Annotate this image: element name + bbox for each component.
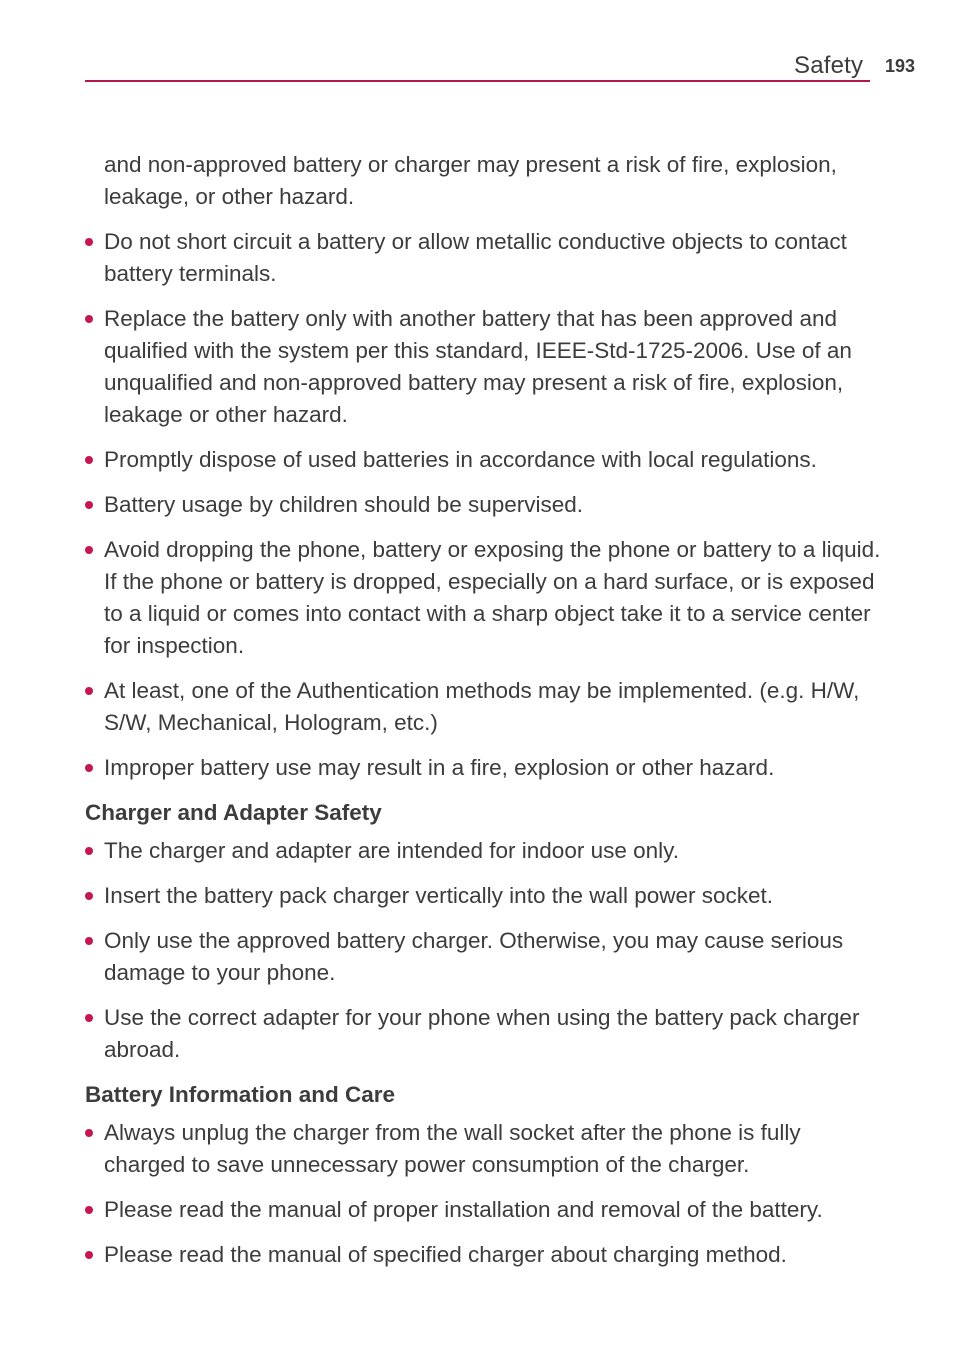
charger-bullet-list xyxy=(85,835,885,1066)
list-item xyxy=(85,1117,885,1181)
list-item xyxy=(85,1239,885,1271)
list-item xyxy=(85,303,885,431)
list-item-text: Battery usage by children should be supervised. xyxy=(104,492,584,517)
battery-bullet-list xyxy=(85,226,885,784)
list-item-text: Please read the manual of proper installation and removal of the battery. xyxy=(104,1197,823,1222)
list-item xyxy=(85,880,885,912)
list-item-text: Promptly dispose of used batteries in accordance with local regulations. xyxy=(104,447,817,472)
bullet-icon xyxy=(85,315,93,323)
section-title: Safety xyxy=(794,52,864,79)
list-item-text: The charger and adapter are intended for indoor use only. xyxy=(104,838,679,863)
battery-info-section-heading: Battery Information and Care xyxy=(85,1082,396,1107)
bullet-icon xyxy=(85,764,93,772)
bullet-icon xyxy=(85,456,93,464)
header-rule xyxy=(85,80,870,82)
bullet-icon xyxy=(85,501,93,509)
list-item-text: Do not short circuit a battery or allow metallic conductive objects to contact battery terminals. xyxy=(104,229,847,286)
list-item-text: Always unplug the charger from the wall socket after the phone is fully charged to save unnecessary power consumption of the charger. xyxy=(104,1120,801,1177)
list-item-text: Insert the battery pack charger vertically into the wall power socket. xyxy=(104,883,774,908)
list-item xyxy=(85,226,885,290)
bullet-icon xyxy=(85,892,93,900)
list-item-text: At least, one of the Authentication methods may be implemented. (e.g. H/W, S/W, Mechanical, Hologram, etc.) xyxy=(104,678,860,735)
list-item-text: Replace the battery only with another battery that has been approved and qualified with the system per this standard, IEEE-Std-1725-2006. Use of an unqualified and non-approved battery may present a risk of fire, explosion, leakage or other hazard. xyxy=(104,306,852,427)
list-item xyxy=(85,675,885,739)
page-content xyxy=(85,149,885,1284)
battery-info-bullet-list xyxy=(85,1117,885,1271)
list-item xyxy=(85,489,885,521)
list-item-text: Improper battery use may result in a fire, explosion or other hazard. xyxy=(104,755,775,780)
bullet-icon xyxy=(85,687,93,695)
list-item xyxy=(85,444,885,476)
list-item-text: Use the correct adapter for your phone when using the battery pack charger abroad. xyxy=(104,1005,860,1062)
list-item xyxy=(85,752,885,784)
list-item-text: Avoid dropping the phone, battery or exposing the phone or battery to a liquid. If the phone or battery is dropped, especially on a hard surface, or is exposed to a liquid or comes into contact with a sharp object take it to a service center for inspection. xyxy=(104,537,881,658)
bullet-icon xyxy=(85,1206,93,1214)
list-item xyxy=(85,835,885,867)
bullet-icon xyxy=(85,937,93,945)
list-item-text: Only use the approved battery charger. Otherwise, you may cause serious damage to your phone. xyxy=(104,928,844,985)
bullet-icon xyxy=(85,546,93,554)
list-item-text: Please read the manual of specified charger about charging method. xyxy=(104,1242,787,1267)
bullet-icon xyxy=(85,847,93,855)
page-number: 193 xyxy=(885,56,916,76)
bullet-icon xyxy=(85,1251,93,1259)
bullet-icon xyxy=(85,1129,93,1137)
list-item xyxy=(85,1002,885,1066)
charger-section-heading: Charger and Adapter Safety xyxy=(85,800,382,825)
list-item xyxy=(85,534,885,662)
list-item xyxy=(85,1194,885,1226)
continuation-paragraph: and non-approved battery or charger may present a risk of fire, explosion, leakage, or other hazard. xyxy=(104,152,837,209)
list-item xyxy=(85,925,885,989)
bullet-icon xyxy=(85,238,93,246)
bullet-icon xyxy=(85,1014,93,1022)
